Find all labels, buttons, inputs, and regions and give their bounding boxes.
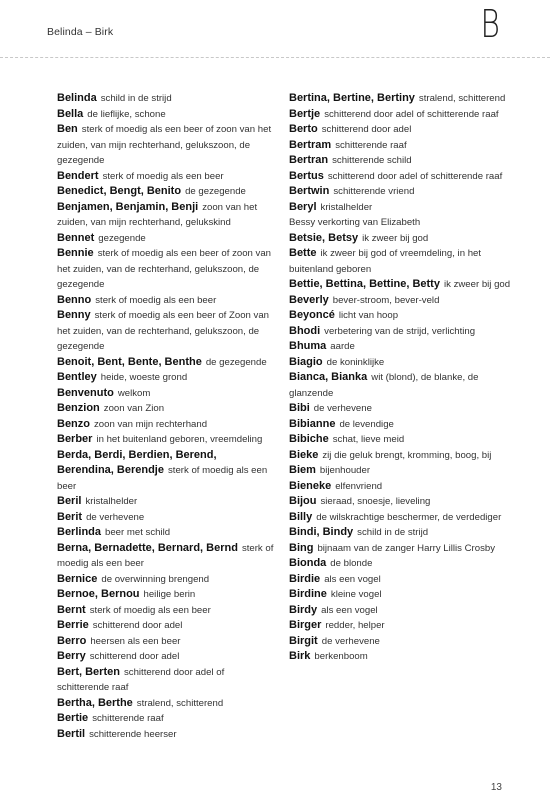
entry-meaning: als een vogel [324,573,381,585]
name-entry [289,107,511,123]
entry-meaning: schat, lieve meid [332,434,405,445]
name-entry [57,91,279,107]
entry-name: Benvenuto [57,386,114,399]
entry-name: Bertwin [289,185,330,197]
entry-meaning: Bessy verkorting van Elizabeth [289,217,421,228]
name-entry [289,556,511,572]
entry-name: Berro [57,634,87,647]
entry-meaning: aarde [330,341,355,352]
entry-name: Berlinda [57,526,102,538]
entry-meaning: heersen als een beer [90,635,181,647]
name-entry [57,463,279,494]
name-entry [289,91,511,107]
entry-meaning: schitterende heerser [89,728,177,740]
entry-meaning: heide, woeste grond [100,372,188,383]
entry-meaning: schitterend door adel of schitterende raaf [324,108,499,120]
name-entry [57,727,279,743]
entry-name: Bertha, Berthe [57,696,133,709]
entry-name: Bing [289,541,314,554]
entry-name: Belinda [57,92,97,104]
name-entry [289,463,511,479]
name-entry [289,355,511,371]
entry-name: Berrie [57,619,89,631]
name-entry [57,494,279,510]
name-entry [57,417,279,433]
entry-name: Ben [57,123,78,135]
entry-meaning: sterk of moedig als een beer of zoon van het zuiden, van mijn rechterhand, gelukszoon, de gezegende [57,124,272,166]
name-entry [57,370,279,386]
name-entry [57,200,279,231]
entry-meaning: schitterende raaf [335,139,407,151]
name-entry [289,494,511,510]
name-entry [57,711,279,727]
entry-name: Benzion [57,402,100,414]
name-entry [289,587,511,603]
entry-name: Beril [57,495,82,507]
name-entry [289,618,511,634]
entry-name: Bert, Berten [57,665,120,678]
entry-meaning: sterk of moedig als een beer [57,465,268,492]
name-entry [57,386,279,402]
entry-meaning: in het buitenland geboren, vreemdeling [96,434,263,445]
entry-meaning: de verhevene [86,511,145,523]
name-entry [57,618,279,634]
entry-name: Birk [289,650,311,662]
entry-meaning: stralend, schitterend [418,93,506,104]
entry-meaning: zoon van het zuiden, van mijn rechterhand, gelukskind [57,201,258,228]
entry-meaning: schild in de strijd [100,93,172,104]
name-entry [57,448,279,464]
name-entry [289,525,511,541]
name-entry [57,246,279,293]
entry-name: Bertram [289,138,332,151]
name-entry [57,308,279,355]
name-entry [289,510,511,526]
entry-name: Bette [289,247,317,259]
entry-meaning: gezegende [98,232,146,244]
entry-name: Bieke [289,448,319,461]
name-entry [289,370,511,401]
entry-meaning: als een vogel [321,604,378,616]
entry-name: Bindi, Bindy [289,526,354,538]
page-number: 13 [490,782,502,793]
entry-name: Benoit, Bent, Bente, Benthe [57,355,202,368]
entry-name: Bendert [57,169,99,182]
name-entry [57,169,279,185]
header-divider [0,57,550,58]
entry-name: Birgit [289,634,318,647]
name-entry [57,696,279,712]
name-entry [289,184,511,200]
entry-name: Bertran [289,154,329,166]
name-entry [289,308,511,324]
entry-name: Berry [57,650,86,662]
entry-meaning: de gezegende [185,186,246,197]
name-entry [289,401,511,417]
entry-meaning: bever-stroom, bever-veld [332,294,440,306]
entry-meaning: sterk of moedig als een beer [89,604,211,616]
entry-meaning: de levendige [339,418,394,430]
entry-meaning: de koninklijke [326,356,385,368]
name-entry [289,153,511,169]
entry-name: Bhodi [289,324,321,337]
name-entry [57,184,279,200]
name-entry [57,122,279,169]
name-entry [289,603,511,619]
entry-name: Beryl [289,200,317,213]
entry-name: Bennet [57,231,95,244]
name-entry [289,169,511,185]
name-entry [289,649,511,665]
entry-meaning: sterk of moedig als een beer of zoon van het zuiden, van de rechterhand, gelukszoon, de gezegende [57,248,272,290]
entry-name: Bijou [289,495,317,507]
entry-meaning: de overwinning brengend [101,573,210,585]
left-column [57,91,279,742]
entry-meaning: wit (blond), de blanke, de glanzende [289,372,479,399]
entry-name: Beyoncé [289,309,335,321]
entry-name: Biagio [289,355,323,368]
entry-meaning: kristalhelder [320,201,373,213]
entry-name: Berendina, Berendje [57,464,164,476]
entry-name: Bernoe, Bernou [57,588,140,600]
entry-meaning: ik zweer bij god of vreemdeling, in het buitenland geboren [289,248,482,275]
entry-meaning: licht van hoop [338,310,399,321]
entry-name: Biem [289,464,316,476]
entry-meaning: kleine vogel [330,589,382,600]
entry-meaning: schitterende vriend [333,186,415,197]
name-entry [57,107,279,123]
entry-meaning: stralend, schitterend [136,697,224,709]
name-entry [57,603,279,619]
entry-meaning: de verhevene [321,635,380,647]
entry-name: Berna, Bernadette, Bernard, Bernd [57,541,238,554]
entry-meaning: zoon van Zion [103,403,165,414]
entry-meaning: bijnaam van de zanger Harry Lillis Crosby [317,542,496,554]
name-entry [289,541,511,557]
entry-name: Benny [57,309,91,321]
entry-name: Bibi [289,402,310,414]
name-entry [57,649,279,665]
name-entry [289,324,511,340]
name-entry [57,510,279,526]
name-entry [57,293,279,309]
entry-name: Benzo [57,417,90,430]
name-entry [289,293,511,309]
entry-name: Birdine [289,588,327,600]
entry-meaning: schitterend door adel of schitterende raaf [327,170,503,182]
name-entry [57,665,279,696]
entry-name: Berit [57,510,83,523]
name-entry [289,479,511,495]
entry-meaning: ik zweer bij god [362,232,429,244]
name-entry [289,215,511,231]
name-entry [289,432,511,448]
entry-meaning: sterk of moedig als een beer [95,294,217,306]
name-entry [57,587,279,603]
entry-name: Bettie, Bettina, Bettine, Betty [289,278,440,290]
entry-name: Betsie, Betsy [289,231,359,244]
entry-meaning: redder, helper [325,620,385,631]
entry-name: Birdie [289,572,321,585]
entry-meaning: de wilskrachtige beschermer, de verdediger [316,511,502,523]
entry-name: Benjamen, Benjamin, Benji [57,200,199,213]
entry-name: Berda, Berdi, Berdien, Berend, [57,448,217,461]
right-column [289,91,511,665]
entry-meaning: sterk of moedig als een beer [102,170,224,182]
name-entry [57,401,279,417]
entry-meaning: zoon van mijn rechterhand [94,418,208,430]
entry-meaning: welkom [117,387,151,399]
entry-name: Billy [289,510,313,523]
entry-meaning: bijenhouder [319,465,371,476]
name-entry [289,231,511,247]
entry-meaning: berkenboom [314,651,368,662]
entry-meaning: elfenvriend [335,480,383,492]
entry-meaning: de lieflijke, schone [87,108,166,120]
entry-name: Bernt [57,603,86,616]
entry-meaning: zij die geluk brengt, kromming, boog, bij [322,449,492,461]
entry-meaning: schitterend door adel of schitterende raaf [57,666,225,693]
entry-meaning: heilige berin [143,589,196,600]
name-entry [57,432,279,448]
entry-meaning: verbetering van de strijd, verlichting [324,325,476,337]
name-entry [289,246,511,277]
entry-meaning: de verhevene [313,403,372,414]
name-entry [57,231,279,247]
entry-name: Birger [289,619,322,631]
entry-name: Bertie [57,712,89,724]
entry-name: Bertus [289,169,324,182]
name-entry [289,634,511,650]
entry-name: Bibianne [289,417,336,430]
entry-meaning: schitterende raaf [92,713,164,724]
entry-name: Bernice [57,572,98,585]
entry-name: Berto [289,123,318,135]
name-entry [57,541,279,572]
entry-meaning: schitterend door adel [321,124,412,135]
entry-meaning: kristalhelder [85,496,138,507]
entry-name: Bentley [57,371,97,383]
name-entry [57,572,279,588]
entry-name: Bertil [57,727,86,740]
section-letter: B [480,2,500,46]
entry-meaning: sieraad, snoesje, lieveling [320,496,431,507]
running-header: Belinda – Birk [47,26,114,38]
name-entry [57,525,279,541]
entry-meaning: schitterend door adel [89,651,180,662]
entry-meaning: sterk of moedig als een beer [57,542,274,569]
name-entry [57,355,279,371]
entry-meaning: schitterend door adel [92,620,183,631]
entry-name: Bianca, Bianka [289,371,368,383]
name-entry [289,417,511,433]
entry-meaning: schild in de strijd [357,527,429,538]
entry-name: Berber [57,433,93,445]
entry-meaning: sterk of moedig als een beer of Zoon van het zuiden, van de rechterhand, gelukszoon, de gezegende [57,310,270,352]
entry-meaning: de gezegende [205,356,267,368]
name-entry [57,634,279,650]
entry-name: Birdy [289,603,318,616]
entry-meaning: schitterende schild [332,155,412,166]
entry-name: Bionda [289,557,327,569]
name-entry [289,572,511,588]
name-entry [289,339,511,355]
entry-name: Bhuma [289,340,327,352]
name-entry [289,277,511,293]
name-entry [289,138,511,154]
entry-name: Bertje [289,107,321,120]
entry-name: Bibiche [289,433,329,445]
entry-name: Bieneke [289,479,332,492]
name-entry [289,122,511,138]
entry-meaning: de blonde [330,558,373,569]
entry-name: Bennie [57,247,94,259]
entry-name: Beverly [289,293,329,306]
entry-meaning: beer met schild [105,527,171,538]
entry-name: Bertina, Bertine, Bertiny [289,92,415,104]
entry-meaning: ik zweer bij god [443,279,511,290]
entry-name: Benedict, Bengt, Benito [57,185,182,197]
entry-name: Bella [57,107,84,120]
name-entry [289,200,511,216]
entry-name: Benno [57,293,92,306]
name-entry [289,448,511,464]
